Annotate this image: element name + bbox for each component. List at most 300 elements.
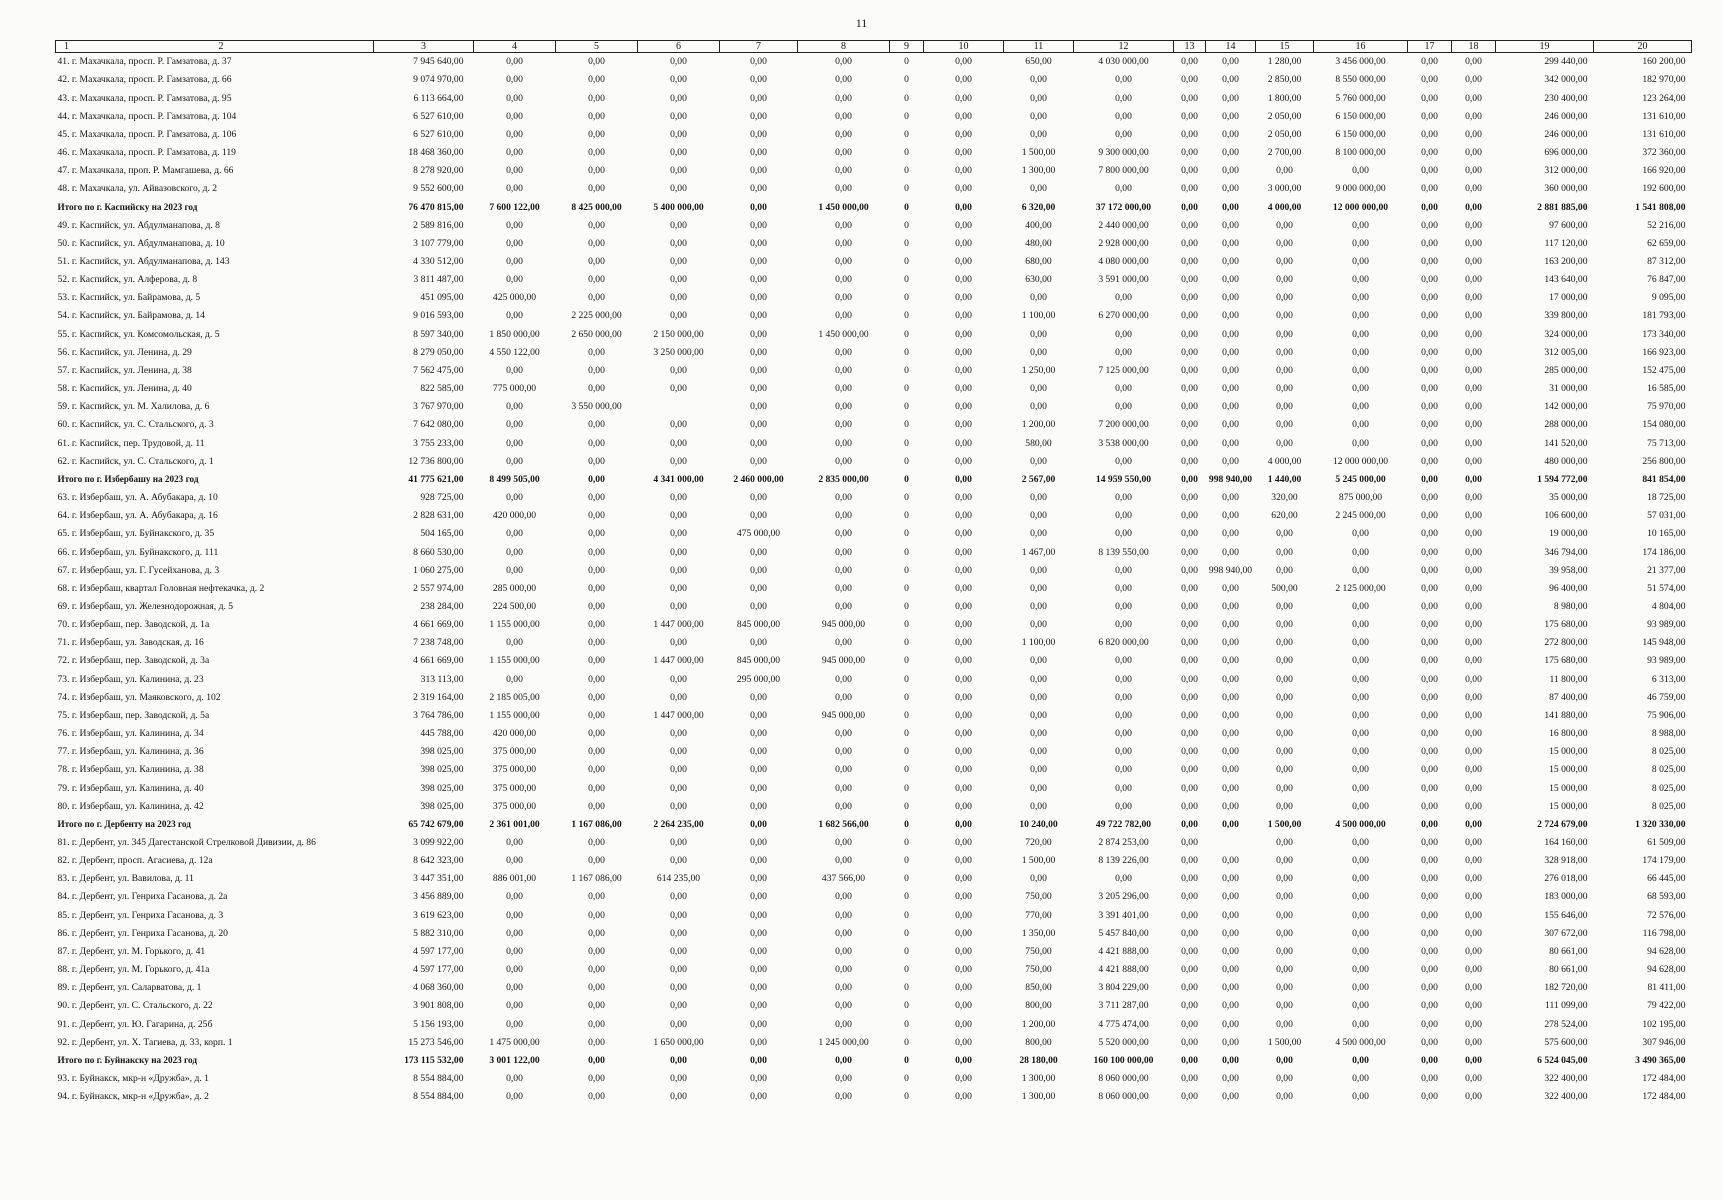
value-cell: 0,00 — [1115, 782, 1132, 794]
column-header: 3 — [374, 41, 474, 53]
value-cell: 398 025,00 — [420, 764, 464, 776]
value-cell: 0,00 — [750, 237, 767, 249]
value-cell: 0,00 — [1181, 728, 1198, 740]
value-cell: 0,00 — [506, 673, 523, 685]
value-cell: 0,00 — [506, 310, 523, 322]
value-cell: 2 245 000,00 — [1335, 510, 1386, 522]
value-cell: 0,00 — [955, 1018, 972, 1030]
value-cell: 0,00 — [670, 800, 687, 812]
value-cell: 12 000 000,00 — [1332, 455, 1389, 467]
value-cell: 8 278 920,00 — [413, 165, 464, 177]
value-cell: 0,00 — [1276, 746, 1293, 758]
subtotal-row — [56, 1052, 1692, 1070]
value-cell: 650,00 — [1025, 56, 1052, 68]
value-cell: 475 000,00 — [736, 528, 781, 540]
value-cell: 0,00 — [1421, 219, 1438, 231]
value-cell: 0,00 — [1421, 728, 1438, 740]
value-cell: 0,00 — [955, 201, 972, 213]
value-cell: 0,00 — [588, 982, 605, 994]
value-cell: 2 874 253,00 — [1098, 837, 1149, 848]
value-cell: 4 000,00 — [1267, 201, 1302, 213]
value-cell: 15 000,00 — [1549, 782, 1588, 794]
address-cell: 68. г. Избербаш, квартал Головная нефтекачка, д. 2 — [57, 582, 265, 594]
value-cell: 0,00 — [1181, 74, 1198, 86]
value-cell: 0,00 — [835, 909, 852, 921]
value-cell: 4 330 512,00 — [413, 256, 464, 267]
value-cell: 1 467,00 — [1021, 546, 1056, 558]
value-cell: 0,00 — [670, 510, 687, 522]
value-cell: 2 724 679,00 — [1537, 818, 1588, 830]
value-cell: 52 216,00 — [1647, 219, 1686, 231]
value-cell: 0,00 — [1276, 528, 1293, 540]
value-cell: 0,00 — [1222, 455, 1239, 467]
value-cell: 0,00 — [750, 746, 767, 758]
value-cell: 0,00 — [835, 964, 852, 976]
value-cell: 0,00 — [955, 1036, 972, 1048]
table-row — [56, 943, 1692, 961]
value-cell: 0,00 — [588, 800, 605, 812]
value-cell: 0,00 — [588, 346, 605, 358]
value-cell: 8 025,00 — [1651, 746, 1686, 758]
value-cell: 0,00 — [506, 909, 523, 921]
value-cell: 0,00 — [1222, 74, 1239, 86]
value-cell: 0,00 — [1181, 364, 1198, 376]
value-cell: 0,00 — [1421, 1073, 1438, 1085]
value-cell: 9 095,00 — [1651, 292, 1686, 304]
value-cell: 0,00 — [835, 837, 852, 848]
table-row — [56, 779, 1692, 797]
address-cell: 58. г. Каспийск, ул. Ленина, д. 40 — [57, 383, 192, 395]
value-cell: 0,00 — [835, 74, 852, 86]
value-cell: 0,00 — [670, 364, 687, 376]
value-cell: 620,00 — [1271, 510, 1298, 522]
value-cell: 328 918,00 — [1544, 855, 1588, 867]
address-cell: 67. г. Избербаш, ул. Г. Гусейханова, д. 3 — [57, 564, 220, 576]
value-cell: 0,00 — [1421, 873, 1438, 885]
value-cell: 0,00 — [1276, 873, 1293, 885]
value-cell: 0,00 — [835, 1000, 852, 1012]
value-cell: 3 538 000,00 — [1098, 437, 1149, 449]
table-row — [56, 580, 1692, 598]
value-cell: 0,00 — [1421, 691, 1438, 703]
value-cell: 0,00 — [670, 274, 687, 286]
value-cell: 680,00 — [1025, 256, 1052, 267]
value-cell: 0,00 — [1222, 782, 1239, 794]
value-cell: 0,00 — [1030, 74, 1047, 86]
address-cell: 46. г. Махачкала, просп. Р. Гамзатова, д. 119 — [57, 147, 236, 159]
value-cell: 0,00 — [1465, 927, 1482, 939]
value-cell: 2 361 001,00 — [489, 818, 540, 830]
value-cell: 0,00 — [835, 147, 852, 159]
value-cell: 0,00 — [588, 691, 605, 703]
table-row — [56, 398, 1692, 416]
value-cell: 4 068 360,00 — [413, 982, 464, 994]
value-cell: 0,00 — [1421, 855, 1438, 867]
value-cell: 76 470 815,00 — [408, 201, 464, 213]
value-cell: 2 567,00 — [1021, 473, 1056, 485]
value-cell: 0,00 — [588, 709, 605, 721]
value-cell: 0,00 — [506, 364, 523, 376]
value-cell: 0,00 — [1222, 219, 1239, 231]
value-cell: 0,00 — [750, 691, 767, 703]
value-cell: 0,00 — [1181, 927, 1198, 939]
value-cell: 0,00 — [506, 419, 523, 431]
value-cell: 0,00 — [1222, 128, 1239, 140]
value-cell: 0,00 — [835, 383, 852, 395]
value-cell: 0,00 — [1276, 383, 1293, 395]
column-header: 14 — [1206, 41, 1256, 53]
value-cell: 0,00 — [1222, 328, 1239, 340]
value-cell: 16 585,00 — [1647, 383, 1686, 395]
value-cell: 630,00 — [1025, 274, 1052, 286]
value-cell: 0,00 — [1276, 855, 1293, 867]
value-cell: 0,00 — [835, 564, 852, 576]
value-cell: 0,00 — [1421, 600, 1438, 612]
value-cell: 0,00 — [670, 945, 687, 957]
value-cell: 10 165,00 — [1647, 528, 1686, 540]
value-cell: 0,00 — [588, 1091, 605, 1103]
value-cell: 19 000,00 — [1549, 528, 1588, 540]
value-cell: 945 000,00 — [821, 619, 866, 631]
value-cell: 0,00 — [1352, 709, 1369, 721]
value-cell: 0,00 — [1276, 546, 1293, 558]
value-cell: 0,00 — [955, 764, 972, 776]
value-cell: 0,00 — [1115, 455, 1132, 467]
value-cell: 0,00 — [588, 437, 605, 449]
value-cell: 0,00 — [670, 691, 687, 703]
value-cell: 3 811 487,00 — [413, 274, 464, 286]
value-cell: 0,00 — [506, 927, 523, 939]
value-cell: 3 447 351,00 — [413, 873, 464, 885]
value-cell: 0,00 — [1352, 310, 1369, 322]
value-cell: 342 000,00 — [1544, 74, 1588, 86]
register-sheet — [55, 40, 1691, 1106]
address-cell: 62. г. Каспийск, ул. С. Стальского, д. 1 — [57, 455, 214, 467]
value-cell: 0,00 — [955, 165, 972, 177]
value-cell: 5 457 840,00 — [1098, 927, 1149, 939]
value-cell: 0,00 — [1115, 346, 1132, 358]
value-cell: 0,00 — [750, 437, 767, 449]
value-cell: 0,00 — [955, 709, 972, 721]
value-cell: 272 800,00 — [1544, 637, 1588, 649]
value-cell: 3 107 779,00 — [413, 237, 464, 249]
value-cell: 928 725,00 — [420, 492, 464, 504]
value-cell: 0,00 — [1352, 546, 1369, 558]
value-cell: 0,00 — [506, 455, 523, 467]
value-cell: 0,00 — [670, 1054, 687, 1066]
value-cell: 0,00 — [1030, 655, 1047, 667]
value-cell: 945 000,00 — [821, 655, 866, 667]
value-cell: 0,00 — [955, 691, 972, 703]
table-row — [56, 307, 1692, 325]
address-cell: 76. г. Избербаш, ул. Калинина, д. 34 — [57, 728, 204, 740]
value-cell: 0,00 — [1352, 927, 1369, 939]
value-cell: 0,00 — [1181, 582, 1198, 594]
value-cell: 0 — [904, 764, 909, 776]
table-row — [56, 870, 1692, 888]
value-cell: 0,00 — [1352, 237, 1369, 249]
value-cell: 0,00 — [1181, 1054, 1198, 1066]
value-cell: 0,00 — [955, 310, 972, 322]
value-cell: 0,00 — [955, 873, 972, 885]
value-cell: 614 235,00 — [656, 873, 701, 885]
table-row — [56, 852, 1692, 870]
value-cell: 0,00 — [1030, 328, 1047, 340]
table-row — [56, 725, 1692, 743]
value-cell: 106 600,00 — [1544, 510, 1588, 522]
value-cell: 68 593,00 — [1647, 891, 1686, 903]
value-cell: 0,00 — [1276, 782, 1293, 794]
value-cell: 66 445,00 — [1647, 873, 1686, 885]
value-cell: 3 901 808,00 — [413, 1000, 464, 1012]
value-cell: 0,00 — [750, 219, 767, 231]
value-cell: 0,00 — [506, 274, 523, 286]
value-cell: 87 312,00 — [1647, 256, 1686, 267]
value-cell: 0,00 — [955, 492, 972, 504]
value-cell: 0,00 — [1030, 383, 1047, 395]
value-cell: 1 155 000,00 — [489, 709, 540, 721]
value-cell: 0,00 — [1030, 455, 1047, 467]
value-cell: 123 264,00 — [1642, 92, 1686, 104]
address-cell: 90. г. Дербент, ул. С. Стальского, д. 22 — [57, 1000, 213, 1012]
value-cell: 97 600,00 — [1549, 219, 1588, 231]
value-cell: 0,00 — [1465, 437, 1482, 449]
value-cell: 0,00 — [1465, 310, 1482, 322]
value-cell: 0,00 — [1352, 728, 1369, 740]
value-cell: 0,00 — [1115, 74, 1132, 86]
value-cell: 0,00 — [1465, 492, 1482, 504]
value-cell: 0,00 — [1276, 964, 1293, 976]
subtotal-label: Итого по г. Каспийску на 2023 год — [57, 201, 198, 212]
value-cell: 0,00 — [1030, 782, 1047, 794]
value-cell: 16 800,00 — [1549, 728, 1588, 740]
value-cell: 0,00 — [955, 346, 972, 358]
value-cell: 0,00 — [1421, 492, 1438, 504]
value-cell: 0,00 — [1181, 600, 1198, 612]
value-cell: 0,00 — [835, 274, 852, 286]
value-cell: 0,00 — [1030, 582, 1047, 594]
address-cell: 63. г. Избербаш, ул. А. Абубакара, д. 10 — [57, 492, 218, 504]
value-cell: 451 095,00 — [420, 292, 464, 304]
value-cell: 0,00 — [1276, 655, 1293, 667]
address-cell: 87. г. Дербент, ул. М. Горького, д. 41 — [57, 945, 206, 957]
address-cell: 42. г. Махачкала, просп. Р. Гамзатова, д. 66 — [57, 74, 232, 86]
value-cell: 0,00 — [670, 292, 687, 304]
value-cell: 0,00 — [750, 764, 767, 776]
value-cell: 0,00 — [955, 927, 972, 939]
value-cell: 1 300,00 — [1021, 1073, 1056, 1085]
value-cell: 0,00 — [1276, 764, 1293, 776]
value-cell: 0,00 — [1181, 274, 1198, 286]
value-cell: 8 060 000,00 — [1098, 1091, 1149, 1103]
value-cell: 0,00 — [1222, 1000, 1239, 1012]
value-cell: 0,00 — [1181, 310, 1198, 322]
value-cell: 0 — [904, 528, 909, 540]
value-cell: 0,00 — [1352, 219, 1369, 231]
value-cell: 0,00 — [955, 782, 972, 794]
value-cell: 0,00 — [1222, 92, 1239, 104]
value-cell: 4 500 000,00 — [1335, 818, 1386, 830]
value-cell: 0,00 — [670, 909, 687, 921]
value-cell: 504 165,00 — [420, 528, 464, 540]
value-cell: 0,00 — [1222, 510, 1239, 522]
value-cell: 0,00 — [955, 74, 972, 86]
value-cell: 0,00 — [1421, 364, 1438, 376]
value-cell: 3 456 889,00 — [413, 891, 464, 903]
value-cell: 0,00 — [1465, 1000, 1482, 1012]
value-cell: 1 447 000,00 — [653, 709, 704, 721]
value-cell: 0,00 — [1181, 92, 1198, 104]
column-header: 7 — [720, 41, 798, 53]
value-cell: 0,00 — [1181, 619, 1198, 631]
value-cell: 0,00 — [835, 1054, 852, 1066]
value-cell: 0,00 — [1465, 165, 1482, 177]
value-cell: 0,00 — [1181, 419, 1198, 431]
table-row — [56, 707, 1692, 725]
value-cell: 0,00 — [750, 383, 767, 395]
value-cell: 398 025,00 — [420, 782, 464, 794]
value-cell: 2 557 974,00 — [413, 582, 464, 594]
value-cell: 0,00 — [955, 364, 972, 376]
value-cell: 0,00 — [1276, 709, 1293, 721]
value-cell: 0,00 — [750, 419, 767, 431]
value-cell: 0,00 — [1352, 419, 1369, 431]
value-cell: 116 798,00 — [1642, 927, 1686, 939]
column-header: 4 — [474, 41, 556, 53]
address-cell: 48. г. Махачкала, ул. Айвазовского, д. 2 — [57, 183, 218, 195]
value-cell: 0,00 — [750, 982, 767, 994]
value-cell: 8 060 000,00 — [1098, 1073, 1149, 1085]
value-cell: 0,00 — [1181, 346, 1198, 358]
value-cell: 4 421 888,00 — [1098, 945, 1149, 957]
value-cell: 0 — [904, 201, 909, 213]
value-cell: 3 619 623,00 — [413, 909, 464, 921]
address-cell: 75. г. Избербаш, пер. Заводской, д. 5а — [57, 709, 210, 721]
column-header: 5 — [556, 41, 638, 53]
value-cell: 0,00 — [1421, 92, 1438, 104]
address-cell: 61. г. Каспийск, пер. Трудовой, д. 11 — [57, 437, 205, 449]
value-cell: 0,00 — [1030, 183, 1047, 195]
value-cell: 93 989,00 — [1647, 655, 1686, 667]
value-cell: 0,00 — [1465, 964, 1482, 976]
value-cell: 0,00 — [1181, 110, 1198, 122]
value-cell: 875 000,00 — [1338, 492, 1383, 504]
value-cell: 0,00 — [588, 1036, 605, 1048]
value-cell: 5 400 000,00 — [653, 201, 704, 213]
value-cell: 750,00 — [1025, 891, 1052, 903]
value-cell: 0,00 — [835, 110, 852, 122]
value-cell: 0,00 — [1222, 873, 1239, 885]
value-cell: 0 — [904, 219, 909, 231]
value-cell: 80 661,00 — [1549, 945, 1588, 957]
address-cell: 44. г. Махачкала, просп. Р. Гамзатова, д. 104 — [57, 110, 237, 122]
value-cell: 0,00 — [835, 165, 852, 177]
value-cell: 46 759,00 — [1647, 691, 1686, 703]
value-cell: 0,00 — [750, 56, 767, 68]
value-cell — [638, 398, 720, 416]
value-cell: 117 120,00 — [1544, 237, 1588, 249]
value-cell: 0,00 — [670, 74, 687, 86]
value-cell: 0,00 — [1352, 401, 1369, 413]
value-cell: 0,00 — [1421, 709, 1438, 721]
address-cell: 74. г. Избербаш, ул. Маяковского, д. 102 — [57, 691, 221, 703]
value-cell: 1 800,00 — [1267, 92, 1302, 104]
column-header: 6 — [638, 41, 720, 53]
value-cell: 0,00 — [506, 855, 523, 867]
address-cell: 41. г. Махачкала, просп. Р. Гамзатова, д. 37 — [57, 56, 232, 68]
value-cell: 0,00 — [1352, 600, 1369, 612]
value-cell: 0,00 — [1276, 310, 1293, 322]
address-cell: 93. г. Буйнакск, мкр-н «Дружба», д. 1 — [57, 1073, 209, 1085]
value-cell: 0,00 — [1421, 619, 1438, 631]
value-cell: 0,00 — [1181, 746, 1198, 758]
subtotal-row — [56, 816, 1692, 834]
value-cell: 0,00 — [1222, 383, 1239, 395]
value-cell: 0,00 — [1181, 945, 1198, 957]
address-cell: 66. г. Избербаш, ул. Буйнакского, д. 111 — [57, 546, 219, 558]
value-cell: 0,00 — [1276, 1091, 1293, 1103]
value-cell: 0,00 — [1030, 401, 1047, 413]
value-cell: 0 — [904, 510, 909, 522]
table-row — [56, 271, 1692, 289]
value-cell: 0,00 — [506, 110, 523, 122]
value-cell: 0,00 — [1465, 219, 1482, 231]
value-cell: 0,00 — [835, 128, 852, 140]
value-cell: 0,00 — [1115, 800, 1132, 812]
value-cell: 0,00 — [1276, 237, 1293, 249]
value-cell: 0,00 — [1222, 346, 1239, 358]
value-cell: 3 591 000,00 — [1098, 274, 1149, 286]
value-cell: 0,00 — [1465, 1018, 1482, 1030]
value-cell: 8 980,00 — [1553, 600, 1588, 612]
value-cell: 8 597 340,00 — [413, 328, 464, 340]
value-cell: 0,00 — [1465, 1073, 1482, 1085]
value-cell: 312 000,00 — [1544, 165, 1588, 177]
value-cell: 0,00 — [506, 92, 523, 104]
address-cell: 65. г. Избербаш, ул. Буйнакского, д. 35 — [57, 528, 215, 540]
value-cell: 6 270 000,00 — [1098, 310, 1149, 322]
value-cell: 4 000,00 — [1267, 455, 1302, 467]
value-cell: 0,00 — [670, 183, 687, 195]
value-cell: 0,00 — [750, 800, 767, 812]
value-cell: 0,00 — [1352, 383, 1369, 395]
value-cell: 0,00 — [1465, 528, 1482, 540]
value-cell: 324 000,00 — [1544, 328, 1588, 340]
value-cell: 0,00 — [1421, 782, 1438, 794]
column-header: 19 — [1496, 41, 1594, 53]
value-cell: 61 509,00 — [1647, 837, 1686, 848]
address-cell: 59. г. Каспийск, ул. М. Халилова, д. 6 — [57, 401, 210, 413]
value-cell: 500,00 — [1271, 582, 1298, 594]
value-cell: 0,00 — [1352, 619, 1369, 631]
value-cell: 0,00 — [670, 492, 687, 504]
value-cell: 0,00 — [835, 401, 852, 413]
address-cell: 45. г. Махачкала, просп. Р. Гамзатова, д. 106 — [57, 128, 237, 140]
value-cell: 375 000,00 — [492, 746, 537, 758]
value-cell: 4 500 000,00 — [1335, 1036, 1386, 1048]
value-cell: 0,00 — [670, 673, 687, 685]
value-cell: 0,00 — [1421, 346, 1438, 358]
value-cell: 0,00 — [750, 401, 767, 413]
value-cell: 9 300 000,00 — [1098, 147, 1149, 159]
value-cell: 0,00 — [1465, 147, 1482, 159]
register-table — [55, 40, 1692, 1106]
value-cell: 0 — [904, 346, 909, 358]
value-cell: 0,00 — [835, 437, 852, 449]
value-cell: 0,00 — [1030, 619, 1047, 631]
value-cell: 0,00 — [1222, 855, 1239, 867]
value-cell: 0,00 — [1222, 582, 1239, 594]
